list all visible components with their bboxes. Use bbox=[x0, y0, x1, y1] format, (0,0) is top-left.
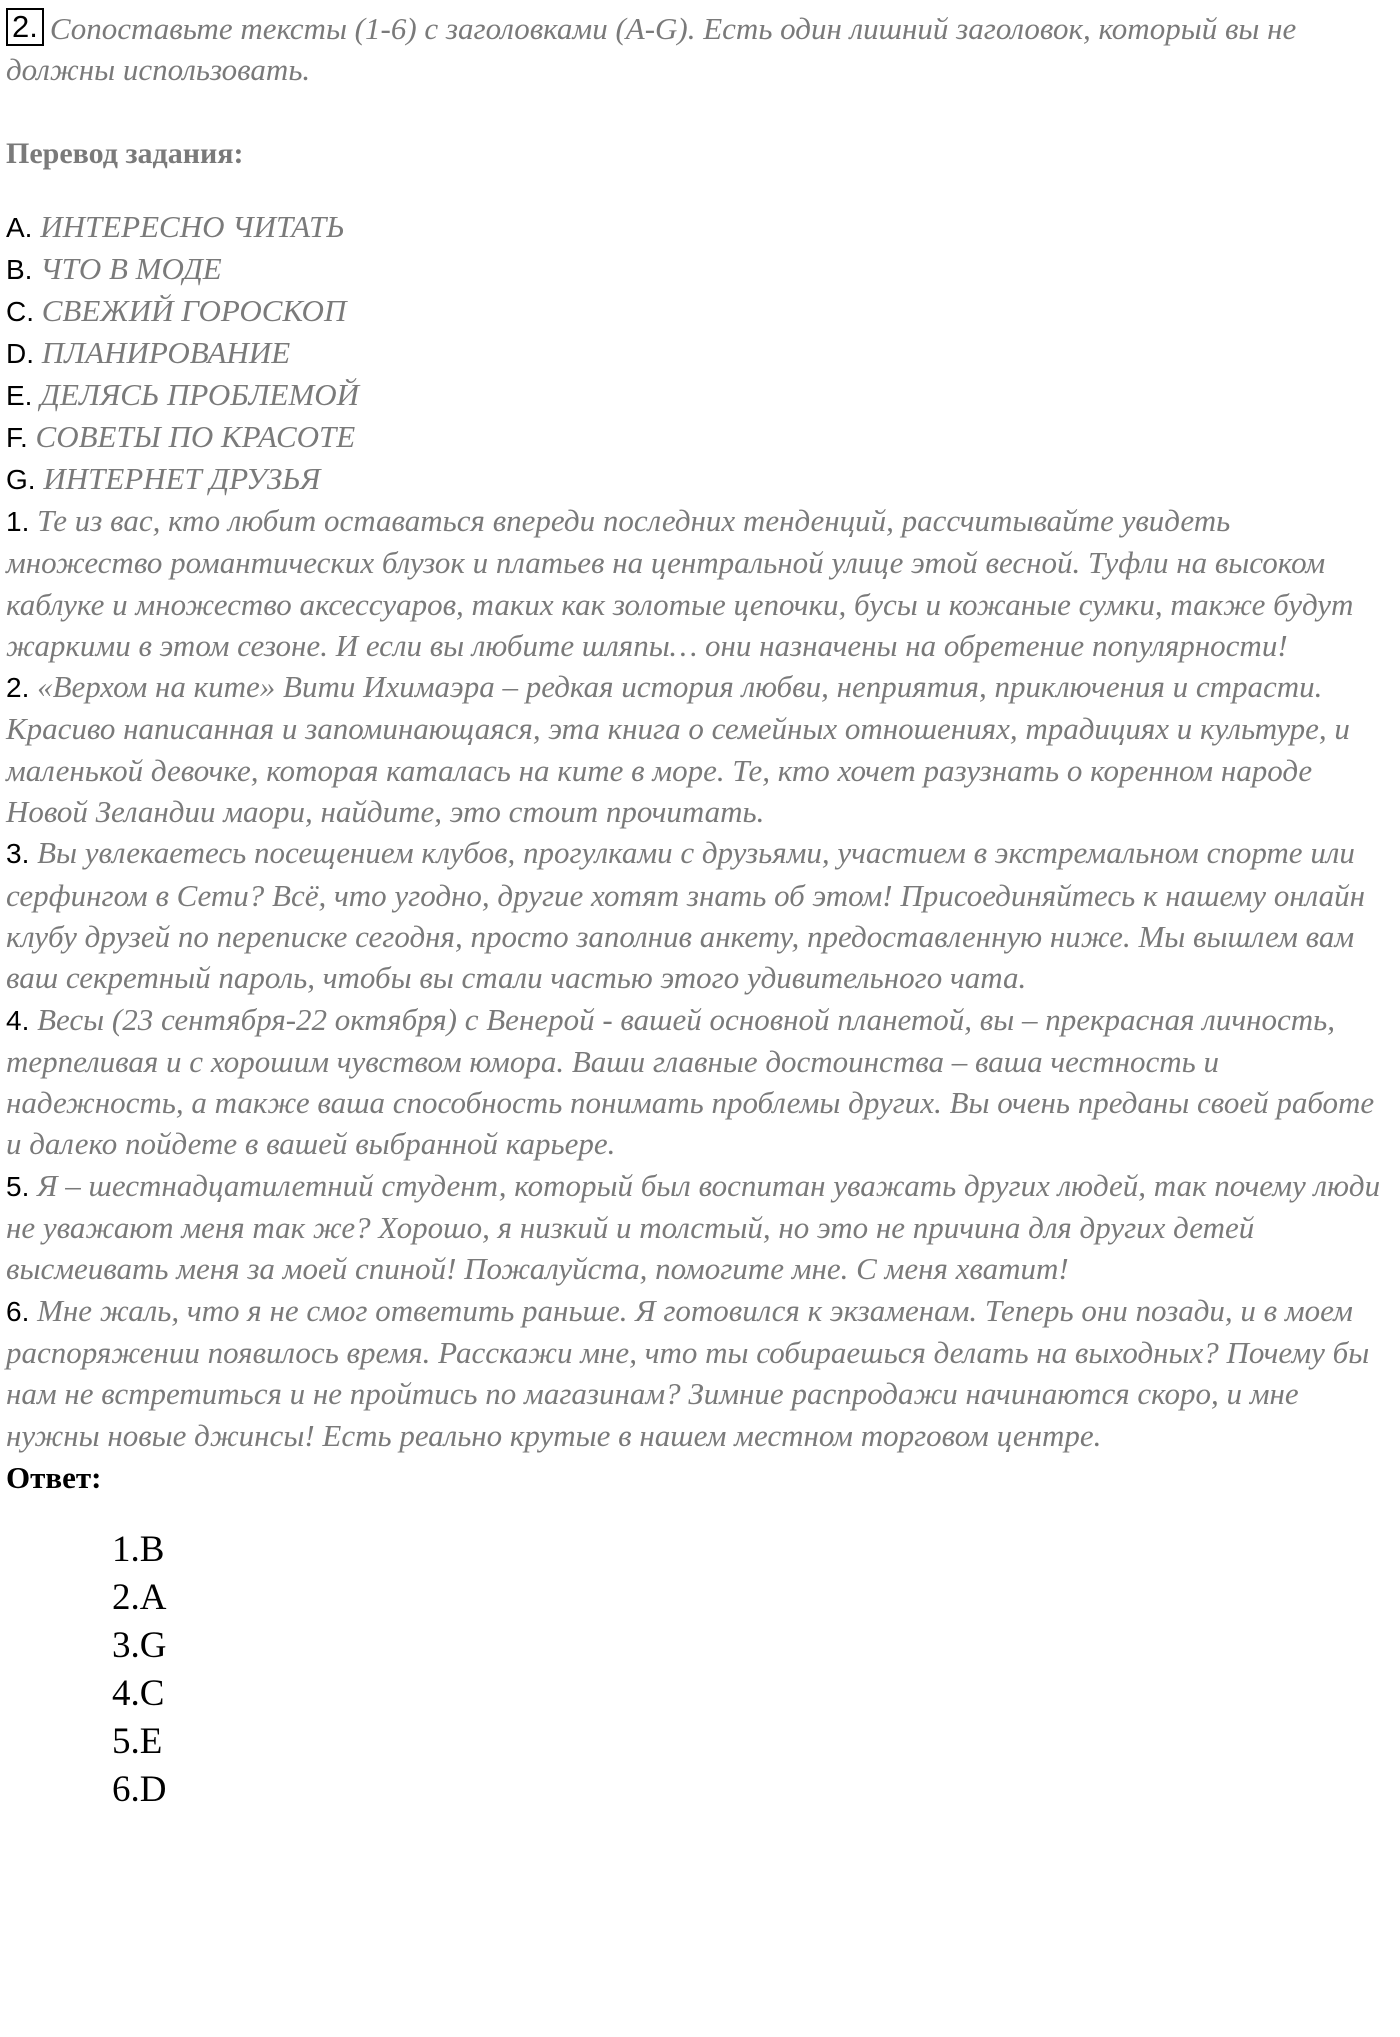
answer-item: 3.G bbox=[112, 1624, 167, 1666]
answer-item: 5.E bbox=[112, 1720, 163, 1762]
answer-item: 2.A bbox=[112, 1576, 167, 1618]
heading-text: ИНТЕРЕСНО ЧИТАТЬ bbox=[40, 209, 345, 244]
text-item bbox=[6, 666, 1394, 832]
text-item bbox=[6, 500, 1394, 666]
heading-letter: G. bbox=[6, 464, 36, 495]
answer-item: 6.D bbox=[112, 1768, 167, 1810]
heading-text: СВЕЖИЙ ГОРОСКОП bbox=[41, 293, 347, 328]
heading-item bbox=[6, 248, 1394, 290]
heading-text: ЧТО В МОДЕ bbox=[40, 251, 222, 286]
heading-item bbox=[6, 374, 1394, 416]
heading-item bbox=[6, 458, 1394, 500]
translation-heading: Перевод задания: bbox=[6, 137, 244, 170]
text-body: Мне жаль, что я не смог ответить раньше. Я готовился к экзаменам. Теперь они позади, и в моем распоряжении появилось время. Расскажи мне, что ты собираешься делать на выходных? Почему бы нам не встретиться и не пройтись по магазинам? Зимние распродажи начинаются скоро, и мне нужны новые джинсы! Есть реально крутые в нашем местном торговом центре. bbox=[6, 1292, 1370, 1453]
text-item bbox=[6, 832, 1394, 998]
heading-letter: D. bbox=[6, 338, 34, 369]
answer-item: 1.B bbox=[112, 1528, 165, 1570]
heading-letter: B. bbox=[6, 254, 33, 285]
texts-list bbox=[6, 500, 1394, 1456]
heading-item bbox=[6, 332, 1394, 374]
text-number: 5. bbox=[6, 1170, 30, 1202]
answers-list bbox=[112, 1526, 1394, 1814]
task-instruction bbox=[6, 8, 1394, 90]
task-number-box: 2. bbox=[6, 8, 44, 46]
answer-item: 4.C bbox=[112, 1672, 165, 1714]
heading-text: СОВЕТЫ ПО КРАСОТЕ bbox=[35, 419, 356, 454]
answer-heading: Ответ: bbox=[6, 1459, 102, 1495]
text-number: 1. bbox=[6, 506, 30, 537]
heading-letter: A. bbox=[6, 212, 33, 243]
heading-text: ПЛАНИРОВАНИЕ bbox=[41, 335, 291, 370]
heading-letter: E. bbox=[6, 380, 33, 411]
task-instruction-text: Сопоставьте тексты (1-6) с заголовками (A-G). Есть один лишний заголовок, который вы не должны использовать. bbox=[6, 11, 1297, 87]
heading-item bbox=[6, 206, 1394, 248]
text-body: Я – шестнадцатилетний студент, который был воспитан уважать других людей, так почему люди не уважают меня так же? Хорошо, я низкий и толстый, но это не причина для других детей высмеивать меня за моей спиной! Пожалуйста, помогите мне. С меня хватит! bbox=[6, 1167, 1381, 1287]
heading-item bbox=[6, 290, 1394, 332]
text-number: 3. bbox=[6, 838, 30, 870]
heading-letter: F. bbox=[6, 422, 28, 453]
text-body: Вы увлекаетесь посещением клубов, прогулками с друзьями, участием в экстремальном спорте или серфингом в Сети? Всё, что угодно, другие хотят знать об этом! Присоединяйтесь к нашему онлайн клубу друзей по переписке сегодня, просто заполнив анкету, предоставленную ниже. Мы вышлем вам ваш секретный пароль, чтобы вы стали частью этого удивительного чата. bbox=[6, 835, 1365, 996]
text-number: 2. bbox=[6, 672, 30, 704]
text-number: 4. bbox=[6, 1004, 30, 1036]
document-page bbox=[6, 8, 1394, 1814]
heading-text: ИНТЕРНЕТ ДРУЗЬЯ bbox=[43, 461, 321, 496]
text-number: 6. bbox=[6, 1295, 30, 1327]
heading-item bbox=[6, 416, 1394, 458]
text-body: Весы (23 сентября-22 октября) с Венерой - вашей основной планетой, вы – прекрасная личность, терпеливая и с хорошим чувством юмора. Ваши главные достоинства – ваша честность и надежность, а также ваша способность понимать проблемы других. Вы очень преданы своей работе и далеко пойдете в вашей выбранной карьере. bbox=[6, 1001, 1375, 1162]
text-item bbox=[6, 1290, 1394, 1456]
heading-text: ДЕЛЯСЬ ПРОБЛЕМОЙ bbox=[40, 377, 360, 412]
text-item bbox=[6, 1165, 1394, 1290]
text-body: Те из вас, кто любит оставаться впереди последних тенденций, рассчитывайте увидеть множество романтических блузок и платьев на центральной улице этой весной. Туфли на высоком каблуке и множество аксессуаров, таких как золотые цепочки, бусы и кожаные сумки, также будут жаркими в этом сезоне. И если вы любите шляпы… они назначены на обретение популярности! bbox=[6, 503, 1354, 663]
text-body: «Верхом на ките» Вити Ихимаэра – редкая история любви, неприятия, приключения и страсти. Красиво написанная и запоминающаяся, эта книга о семейных отношениях, традициях и культуре, и маленькой девочке, которая каталась на ките в море. Те, кто хочет разузнать о коренном народе Новой Зеландии маори, найдите, это стоит прочитать. bbox=[6, 669, 1350, 830]
heading-letter: C. bbox=[6, 296, 34, 327]
text-item bbox=[6, 999, 1394, 1165]
headings-list bbox=[6, 206, 1394, 500]
